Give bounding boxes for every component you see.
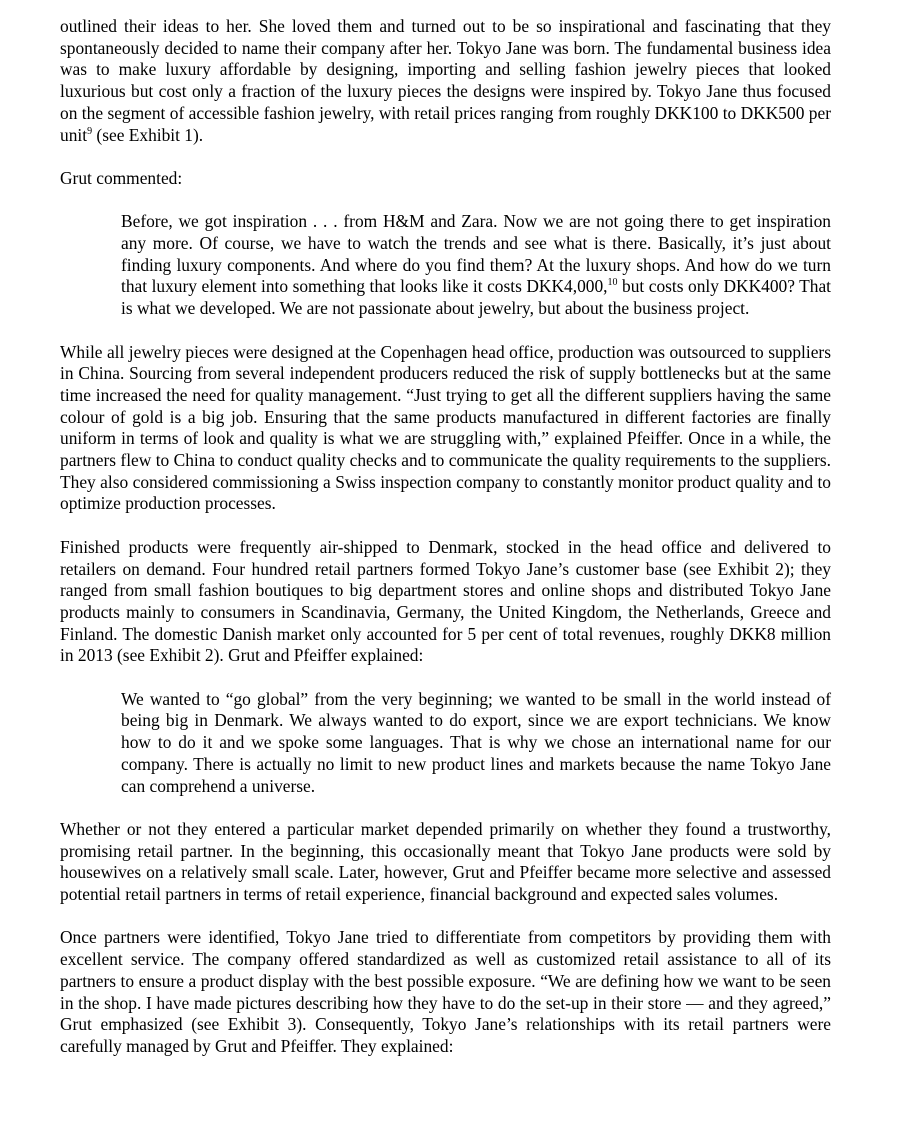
paragraph-company-origin <box>60 16 831 146</box>
paragraph-production: While all jewelry pieces were designed at the Copenhagen head office, production was outsourced to suppliers in China. Sourcing from several independent producers reduced the risk of supply bottlenecks but at the same time increased the need for quality management. “Just trying to get all the different suppliers having the same colour of gold is a big job. Ensuring that the same products manufactured in different factories are finally uniform in terms of look and quality is what we are struggling with,” explained Pfeiffer. Once in a while, the partners flew to China to conduct quality checks and to communicate the quality requirements to the suppliers. They also considered commissioning a Swiss inspection company to constantly monitor product quality and to optimize production processes. <box>60 341 831 514</box>
paragraph-grut-commented: Grut commented: <box>60 167 183 188</box>
paragraph-retail-partners: Once partners were identified, Tokyo Jane tried to differentiate from competitors by providing them with excellent service. The company offered standardized as well as customized retail assistance to all of its partners to ensure a product display with the best possible exposure. “We are defining how we want to be seen in the shop. I have made pictures describing how they have to do the set-up in their store — and they agreed,” Grut emphasized (see Exhibit 3). Consequently, Tokyo Jane’s relationships with its retail partners were carefully managed by Grut and Pfeiffer. They explained: <box>60 927 831 1056</box>
block-quote-inspiration <box>121 211 831 320</box>
footnote-marker[interactable]: 9 <box>87 125 93 137</box>
quote-text-part: Before, we got inspiration . . . from H&M and Zara. Now we are not going there to get inspiration any more. Of course, we have to watch the trends and see what is there. Basically, it’s just about finding luxury components. And where do you find them? At the luxury shops. And how do we turn that luxury element into something that looks like it costs DKK4,000, <box>121 211 831 297</box>
block-quote-go-global <box>121 689 831 798</box>
paragraph-distribution: Finished products were frequently air-shipped to Denmark, stocked in the head office and delivered to retailers on demand. Four hundred retail partners formed Tokyo Jane’s customer base (see Exhibit 2); they ranged from small fashion boutiques to big department stores and online shops and distributed Tokyo Jane products mainly to consumers in Scandinavia, Germany, the United Kingdom, the Netherlands, Greece and Finland. The domestic Danish market only accounted for 5 per cent of total revenues, roughly DKK8 million in 2013 (see Exhibit 2). Grut and Pfeiffer explained: <box>60 536 831 666</box>
paragraph-text: outlined their ideas to her. She loved them and turned out to be so inspirational and fascinating that they spontaneously decided to name their company after her. Tokyo Jane was born. The fundamental business idea was to make luxury affordable by designing, importing and selling fashion jewelry pieces that looked luxurious but cost only a fraction of the luxury pieces the designs were inspired by. Tokyo Jane thus focused on the segment of accessible fashion jewelry, with retail prices ranging from roughly DKK100 to DKK500 per unit <box>60 16 831 145</box>
document-page <box>60 16 831 1079</box>
paragraph-text: (see Exhibit 1). <box>92 124 204 145</box>
quote-text: We wanted to “go global” from the very beginning; we wanted to be small in the world instead of being big in Denmark. We always wanted to do export, since we are export technicians. We know how to do it and we spoke some languages. That is why we chose an international name for our company. There is actually no limit to new product lines and markets because the name Tokyo Jane can comprehend a universe. <box>121 688 831 796</box>
footnote-marker[interactable]: 10 <box>607 277 618 289</box>
quote-text-part: but costs only DKK400? That is what we developed. We are not passionate about jewelry, but about the business project. <box>121 276 831 319</box>
quote-text <box>121 211 831 320</box>
paragraph-market-entry: Whether or not they entered a particular market depended primarily on whether they found a trustworthy, promising retail partner. In the beginning, this occasionally meant that Tokyo Jane products were sold by housewives on a relatively small scale. Later, however, Grut and Pfeiffer became more selective and assessed potential retail partners in terms of retail experience, financial background and expected sales volumes. <box>60 818 831 905</box>
